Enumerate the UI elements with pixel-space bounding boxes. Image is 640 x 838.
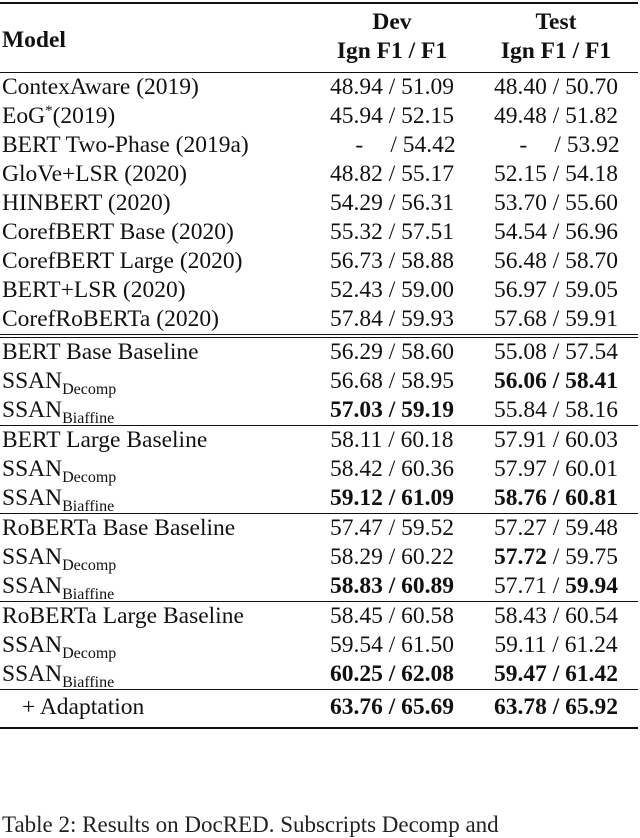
ssan-biaffine-row: [0, 484, 638, 514]
model-subscript: Biaffine: [62, 586, 115, 603]
test-f1: 59.75: [565, 544, 618, 570]
dev-score-cell: 48.82 / 55.17: [329, 161, 454, 187]
table-row: [0, 305, 638, 336]
dev-score-cell: 58.29 / 60.22: [329, 544, 454, 570]
table-row: [0, 276, 638, 305]
test-score-cell: 55.84 / 58.16: [493, 397, 618, 423]
dev-score-cell: 57.03 / 59.19: [329, 397, 454, 423]
model-year: (2019): [52, 103, 116, 129]
dev-f1: / 54.42: [390, 132, 456, 158]
prior-work-section: [0, 73, 638, 337]
test-f1: / 53.92: [554, 132, 620, 158]
test-score-cell: 58.76 / 60.81: [493, 485, 618, 511]
test-score-cell: 57.71 / 59.94: [493, 573, 618, 599]
model-cell: [0, 572, 310, 602]
dev-score-cell: 57.84 / 59.93: [329, 306, 454, 332]
roberta-base-group: [0, 514, 638, 602]
model-superscript: *: [45, 103, 53, 119]
model-cell: RoBERTa Base Baseline: [2, 515, 236, 541]
model-name: SSAN: [2, 632, 63, 658]
dev-score-cell: 56.29 / 58.60: [329, 339, 454, 365]
model-cell: [0, 631, 310, 660]
model-column-header: Model: [2, 26, 66, 53]
test-score-cell: 57.72 / 59.75: [493, 544, 618, 570]
dev-column-header: Dev: [372, 9, 412, 35]
test-score-cell: 52.15 / 54.18: [493, 161, 618, 187]
table-row: [0, 73, 638, 103]
model-cell: ContexAware (2019): [2, 74, 199, 100]
model-cell: [0, 484, 310, 514]
ssan-biaffine-row: [0, 572, 638, 602]
model-cell: BERT Base Baseline: [2, 339, 199, 365]
ssan-decomp-row: [0, 543, 638, 572]
dev-score-cell: 58.42 / 60.36: [329, 456, 454, 482]
table-row: [0, 189, 638, 218]
results-table: [0, 2, 638, 729]
test-score-cell: 48.40 / 50.70: [493, 74, 618, 100]
model-subscript: Biaffine: [62, 498, 115, 515]
test-f1: 59.94: [565, 573, 618, 599]
model-cell: HINBERT (2020): [2, 190, 171, 216]
model-subscript: Biaffine: [62, 410, 115, 427]
table-row: [0, 131, 638, 160]
test-score-cell: 56.48 / 58.70: [493, 248, 618, 274]
model-name: EoG: [2, 103, 46, 129]
model-cell: GloVe+LSR (2020): [2, 161, 187, 187]
table-row: [0, 247, 638, 276]
dev-metric-header: Ign F1 / F1: [336, 38, 448, 64]
model-name: SSAN: [2, 456, 63, 482]
dev-score-cell: 57.47 / 59.52: [329, 515, 454, 541]
table-caption: Table 2: Results on DocRED. Subscripts Decomp and: [2, 812, 499, 837]
bert-large-group: [0, 426, 638, 514]
dev-score-cell: 48.94 / 51.09: [329, 74, 454, 100]
ssan-decomp-row: [0, 367, 638, 396]
dev-score-cell: [310, 131, 474, 160]
roberta-large-group: [0, 602, 638, 690]
baseline-row: [0, 602, 638, 632]
model-name: SSAN: [2, 661, 63, 687]
test-column-header: Test: [535, 9, 577, 35]
ssan-biaffine-row: [0, 396, 638, 426]
bert-base-group: [0, 336, 638, 426]
model-name: SSAN: [2, 573, 63, 599]
header-row-top: [0, 3, 638, 37]
model-cell: + Adaptation: [22, 694, 145, 720]
model-cell: [0, 660, 310, 690]
test-metric-header: Ign F1 / F1: [500, 38, 612, 64]
model-cell: RoBERTa Large Baseline: [2, 603, 244, 629]
model-cell: CorefBERT Base (2020): [2, 219, 234, 245]
test-score-cell: 57.91 / 60.03: [493, 427, 618, 453]
model-name: SSAN: [2, 544, 63, 570]
baseline-row: [0, 514, 638, 544]
ssan-decomp-row: [0, 631, 638, 660]
model-cell: [0, 102, 310, 131]
test-ign-missing: -: [519, 132, 528, 158]
dev-score-cell: 45.94 / 52.15: [329, 103, 454, 129]
test-score-cell: 59.11 / 61.24: [494, 632, 618, 658]
dev-score-cell: 52.43 / 59.00: [329, 277, 454, 303]
dev-score-cell: 58.45 / 60.58: [329, 603, 454, 629]
test-score-cell: 54.54 / 56.96: [493, 219, 618, 245]
dev-score-cell: 63.76 / 65.69: [329, 694, 454, 720]
model-cell: [0, 396, 310, 426]
test-score-cell: 56.97 / 59.05: [493, 277, 618, 303]
model-subscript: Biaffine: [62, 674, 115, 691]
model-cell: CorefRoBERTa (2020): [2, 306, 219, 332]
model-cell: CorefBERT Large (2020): [2, 248, 243, 274]
dev-score-cell: 58.11 / 60.18: [330, 427, 454, 453]
adaptation-section: [0, 690, 638, 729]
dev-score-cell: 56.68 / 58.95: [329, 368, 454, 394]
model-name: SSAN: [2, 368, 63, 394]
table-row: [0, 102, 638, 131]
model-name: SSAN: [2, 397, 63, 423]
dev-score-cell: 56.73 / 58.88: [329, 248, 454, 274]
test-ign-f1: 57.71: [493, 573, 547, 599]
model-name: SSAN: [2, 485, 63, 511]
dev-ign-missing: -: [355, 132, 364, 158]
model-cell: BERT Large Baseline: [2, 427, 208, 453]
baseline-row: [0, 336, 638, 367]
test-score-cell: 57.97 / 60.01: [493, 456, 618, 482]
dev-score-cell: 59.12 / 61.09: [329, 485, 454, 511]
ssan-decomp-row: [0, 455, 638, 484]
model-subscript: Decomp: [62, 645, 117, 662]
test-score-cell: 53.70 / 55.60: [493, 190, 618, 216]
ssan-biaffine-row: [0, 660, 638, 690]
table-row: [0, 218, 638, 247]
test-ign-f1: 57.72: [493, 544, 547, 570]
test-score-cell: 55.08 / 57.54: [493, 339, 618, 365]
test-score-cell: [474, 131, 638, 160]
test-score-cell: 63.78 / 65.92: [493, 694, 618, 720]
table-header: [0, 3, 638, 73]
dev-score-cell: 58.83 / 60.89: [329, 573, 454, 599]
model-cell: [0, 543, 310, 572]
test-score-cell: 59.47 / 61.42: [493, 661, 618, 687]
baseline-row: [0, 426, 638, 456]
test-score-cell: 58.43 / 60.54: [493, 603, 618, 629]
dev-score-cell: 55.32 / 57.51: [329, 219, 454, 245]
test-score-cell: 57.68 / 59.91: [493, 306, 618, 332]
model-cell: [0, 367, 310, 396]
table-row: [0, 160, 638, 189]
dev-score-cell: 54.29 / 56.31: [329, 190, 454, 216]
model-subscript: Decomp: [62, 557, 117, 574]
test-score-cell: 57.27 / 59.48: [493, 515, 618, 541]
model-cell: BERT Two-Phase (2019a): [2, 132, 249, 158]
model-subscript: Decomp: [62, 381, 117, 398]
model-cell: [0, 455, 310, 484]
adaptation-row: [0, 690, 638, 729]
test-score-cell: 49.48 / 51.82: [493, 103, 618, 129]
model-cell: BERT+LSR (2020): [2, 277, 186, 303]
dev-score-cell: 60.25 / 62.08: [329, 661, 454, 687]
test-score-cell: 56.06 / 58.41: [493, 368, 618, 394]
dev-score-cell: 59.54 / 61.50: [329, 632, 454, 658]
model-subscript: Decomp: [62, 469, 117, 486]
